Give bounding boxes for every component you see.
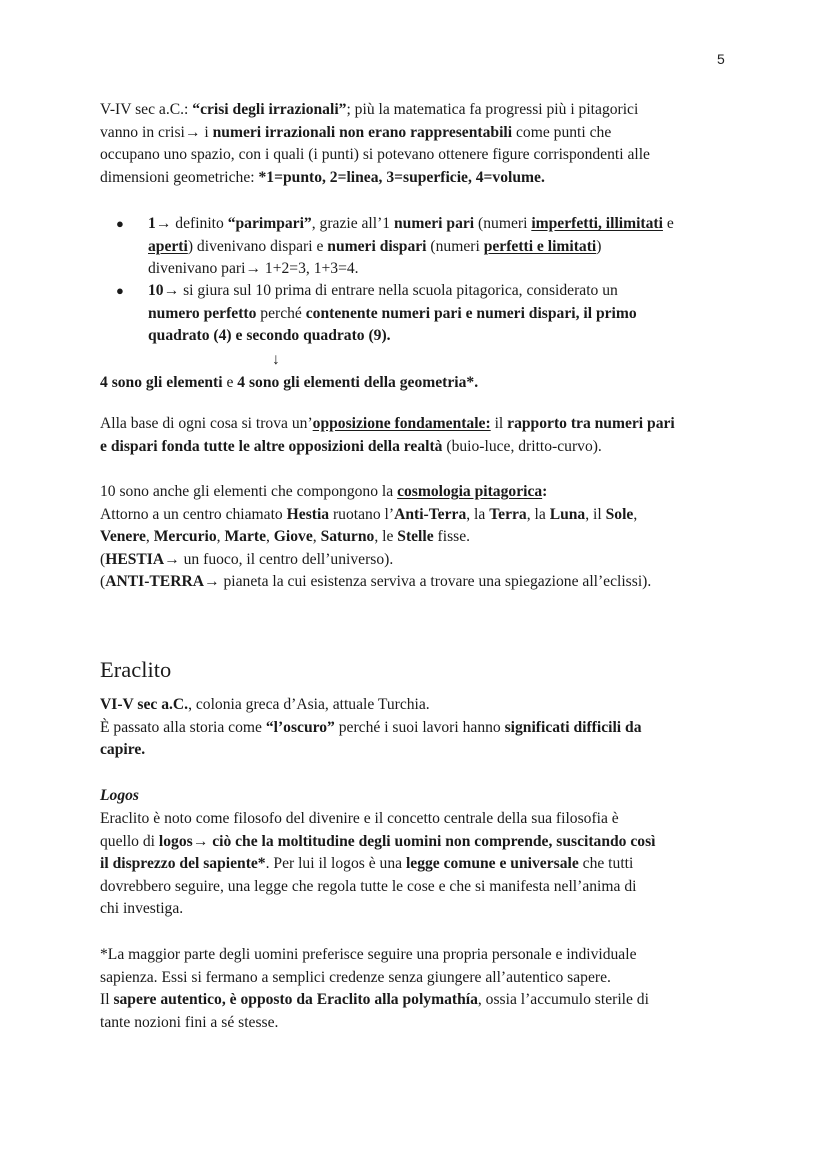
text-run: fisse. bbox=[433, 528, 471, 546]
text-run: , bbox=[216, 528, 225, 546]
paragraph bbox=[100, 413, 740, 458]
bold-text: ANTI-TERRA→ bbox=[105, 573, 220, 591]
bold-text: il disprezzo del sapiente* bbox=[100, 855, 266, 873]
bold-text: rapporto tra numeri pari bbox=[507, 415, 675, 432]
paragraph bbox=[100, 481, 740, 594]
text-run: ) divenivano dispari e bbox=[187, 237, 328, 255]
bold-text: 1→ bbox=[148, 215, 172, 232]
paragraph bbox=[100, 808, 740, 921]
bold-text: quadrato (4) e secondo quadrato (9). bbox=[148, 327, 391, 345]
bold-text: Luna bbox=[549, 505, 586, 523]
text-run: , colonia greca d’Asia, attuale Turchia. bbox=[188, 696, 430, 713]
underlined-text: imperfetti, illimitati bbox=[531, 215, 663, 232]
text-run: un fuoco, il centro dell’universo). bbox=[179, 550, 394, 568]
text-run: Alla base di ogni cosa si trova un’ bbox=[100, 415, 313, 432]
bold-text: 4 sono gli elementi bbox=[100, 374, 223, 391]
text-run: pianeta la cui esistenza serviva a trovare una spiegazione all’eclissi). bbox=[219, 573, 652, 591]
bold-text: Logos bbox=[100, 787, 139, 804]
text-run: , la bbox=[466, 505, 490, 523]
text-run: ( bbox=[100, 550, 106, 568]
text-run: 10 sono anche gli elementi che compongono la bbox=[100, 483, 398, 500]
text-run: il bbox=[490, 415, 508, 432]
text-run: , il bbox=[585, 505, 606, 523]
bullet-item bbox=[116, 280, 788, 348]
text-run: *La maggior parte degli uomini preferisce seguire una propria personale e individuale bbox=[100, 946, 637, 963]
text-run: Attorno a un centro chiamato bbox=[100, 505, 287, 523]
page-number: 5 bbox=[717, 51, 725, 67]
text-run: occupano uno spazio, con i quali (i punti) si potevano ottenere figure corrispondenti alle bbox=[100, 146, 650, 164]
bold-text: sapere autentico, è opposto da Eraclito alla polymathía bbox=[113, 991, 478, 1009]
text-run: , bbox=[145, 528, 154, 546]
text-run: Eraclito è noto come filosofo del divenire e il concetto centrale della sua filosofia è bbox=[100, 810, 619, 827]
text-run: (numeri bbox=[474, 215, 532, 232]
text-run: , le bbox=[374, 528, 398, 546]
bold-text: numero perfetto bbox=[148, 304, 257, 322]
paragraph bbox=[100, 99, 740, 189]
text-run: (buio-luce, dritto-curvo). bbox=[442, 437, 602, 455]
text-run: ruotano l’ bbox=[329, 505, 395, 523]
text-run: tante nozioni fini a sé stesse. bbox=[100, 1013, 279, 1031]
bullet-item bbox=[116, 213, 788, 281]
bold-text: Saturno bbox=[320, 528, 375, 546]
text-run: Il bbox=[100, 991, 114, 1009]
bold-text: Venere bbox=[100, 528, 146, 546]
text-run: , la bbox=[526, 505, 550, 523]
underlined-text: aperti bbox=[148, 237, 188, 255]
text-run: V-IV sec a.C.: bbox=[100, 101, 193, 118]
text-run: quello di bbox=[100, 832, 159, 850]
text-run: e bbox=[222, 374, 238, 391]
section-heading-eraclito: Eraclito bbox=[100, 657, 172, 682]
text-run: come punti che bbox=[512, 123, 612, 141]
text-run: , bbox=[266, 528, 274, 546]
bold-text: 4 sono gli elementi della geometria*. bbox=[237, 374, 479, 391]
bold-text: Terra bbox=[489, 505, 527, 523]
text-run: È passato alla storia come bbox=[100, 718, 266, 736]
bold-text: contenente numeri pari e numeri dispari, il primo bbox=[305, 304, 637, 322]
paragraph bbox=[100, 694, 740, 762]
bold-text: *1=punto, 2=linea, 3=superficie, 4=volume. bbox=[258, 168, 545, 186]
bold-text: HESTIA→ bbox=[105, 550, 180, 568]
bold-text: 10→ bbox=[148, 282, 180, 299]
text-run: sapienza. Essi si fermano a semplici credenze senza giungere all’autentico sapere. bbox=[100, 968, 611, 986]
text-run: , ossia l’accumulo sterile di bbox=[477, 991, 649, 1009]
bullet-icon: ● bbox=[116, 283, 124, 298]
text-run: definito bbox=[171, 215, 228, 232]
text-run: perché i suoi lavori hanno bbox=[334, 718, 505, 736]
text-run: ) bbox=[596, 237, 602, 255]
text-run: ↓ bbox=[272, 351, 280, 368]
text-run: che tutti bbox=[578, 855, 634, 873]
underlined-text: perfetti e limitati bbox=[483, 237, 597, 255]
paragraph bbox=[100, 944, 740, 1034]
paragraph bbox=[100, 372, 740, 395]
text-run: e bbox=[662, 215, 674, 232]
bold-text: Giove bbox=[273, 528, 313, 546]
bold-text: “l’oscuro” bbox=[265, 718, 335, 736]
bold-text: Sole bbox=[605, 505, 634, 523]
bold-text: capire. bbox=[100, 741, 146, 759]
bold-text: : bbox=[542, 483, 548, 500]
down-arrow-icon bbox=[272, 349, 828, 372]
bold-text: “parimpari” bbox=[227, 215, 312, 232]
text-run: , grazie all’1 bbox=[311, 215, 394, 232]
underlined-text: opposizione fondamentale: bbox=[312, 415, 491, 432]
text-run: dovrebbero seguire, una legge che regola tutte le cose e che si manifesta nell’anima di bbox=[100, 877, 637, 895]
bold-text: Hestia bbox=[286, 505, 330, 523]
text-run: divenivano pari→ 1+2=3, 1+3=4. bbox=[148, 260, 359, 278]
text-run: ; più la matematica fa progressi più i pitagorici bbox=[346, 101, 639, 118]
bold-text: numeri pari bbox=[394, 215, 475, 232]
bold-text: “crisi degli irrazionali” bbox=[192, 101, 347, 118]
text-run: , bbox=[633, 505, 638, 523]
bullet-icon: ● bbox=[116, 216, 124, 231]
text-run: (numeri bbox=[426, 237, 484, 255]
bold-text: VI-V sec a.C. bbox=[100, 696, 189, 713]
text-run: si giura sul 10 prima di entrare nella scuola pitagorica, considerato un bbox=[179, 282, 618, 299]
bold-text: numeri irrazionali non erano rappresentabili bbox=[212, 123, 513, 141]
bold-text: significati difficili da bbox=[504, 718, 642, 736]
text-run: chi investiga. bbox=[100, 900, 184, 918]
text-run: vanno in crisi→ i bbox=[100, 123, 213, 141]
bold-text: numeri dispari bbox=[327, 237, 427, 255]
text-run: dimensioni geometriche: bbox=[100, 168, 259, 186]
underlined-text: cosmologia pitagorica bbox=[397, 483, 543, 500]
text-run: , bbox=[312, 528, 321, 546]
subheading-logos bbox=[100, 785, 740, 808]
text-run: . Per lui il logos è una bbox=[265, 855, 406, 873]
text-run: perché bbox=[256, 304, 306, 322]
bold-text: Marte bbox=[224, 528, 266, 546]
bold-text: Stelle bbox=[397, 528, 434, 546]
bold-text: Mercurio bbox=[153, 528, 217, 546]
bold-text: e dispari fonda tutte le altre opposizioni della realtà bbox=[100, 437, 443, 455]
bold-text: Anti-Terra bbox=[394, 505, 467, 523]
bold-text: logos→ ciò che la moltitudine degli uomini non comprende, suscitando così bbox=[158, 832, 656, 850]
bold-text: legge comune e universale bbox=[405, 855, 579, 873]
text-run: ( bbox=[100, 573, 106, 591]
